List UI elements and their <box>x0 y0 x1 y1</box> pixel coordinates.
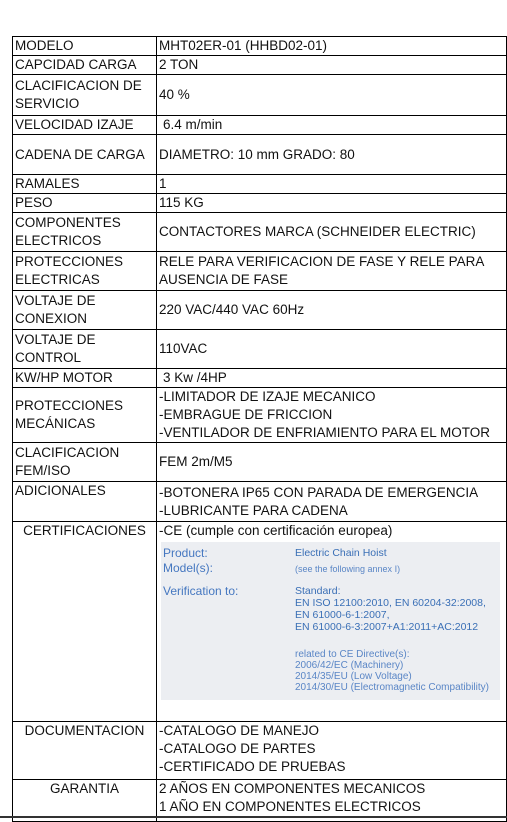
value-documentacion <box>157 722 507 780</box>
value-line: 1 AÑO EN COMPONENTES ELECTRICOS <box>159 799 421 814</box>
label-garantia: GARANTIA <box>13 780 157 822</box>
table-row <box>13 388 507 443</box>
value-modelo: MHT02ER-01 (HHBD02-01) <box>157 37 507 56</box>
table-row <box>13 213 507 252</box>
label-voltaje-conexion: VOLTAJE DE CONEXION <box>13 291 157 330</box>
table-row <box>13 722 507 780</box>
label-peso: PESO <box>13 194 157 213</box>
cert-standard-line: EN ISO 12100:2010, EN 60204-32:2008, <box>295 597 486 609</box>
table-row <box>13 522 507 722</box>
table-row <box>13 75 507 116</box>
value-velocidad: 6.4 m/min <box>157 116 507 135</box>
value-line: -CATALOGO DE MANEJO <box>159 723 320 738</box>
label-clasificacion-servicio: CLACIFICACION DE SERVICIO <box>13 75 157 116</box>
table-row <box>13 37 507 56</box>
value-voltaje-conexion: 220 VAC/440 VAC 60Hz <box>157 291 507 330</box>
cert-directive-line: 2014/30/EU (Electromagnetic Compatibility) <box>295 682 489 693</box>
cert-directive-line: 2006/42/EC (Machinery) <box>295 660 404 671</box>
cert-models-label: Model(s): <box>163 561 214 575</box>
value-line: -EMBRAGUE DE FRICCION <box>159 407 333 422</box>
value-voltaje-control: 110VAC <box>157 330 507 369</box>
value-line: AUSENCIA DE FASE <box>159 272 289 287</box>
table-row <box>13 291 507 330</box>
value-componentes: CONTACTORES MARCA (SCHNEIDER ELECTRIC) <box>157 213 507 252</box>
cert-directives-label: related to CE Directive(s): <box>295 649 410 660</box>
value-adicionales <box>157 482 507 522</box>
value-motor: 3 Kw /4HP <box>157 369 507 388</box>
value-clasificacion-servicio: 40 % <box>157 75 507 116</box>
bottom-divider <box>0 816 507 818</box>
table-row <box>13 135 507 175</box>
value-protecciones-mecanicas <box>157 388 507 443</box>
label-motor: KW/HP MOTOR <box>13 369 157 388</box>
value-ramales: 1 <box>157 175 507 194</box>
value-line: -CATALOGO DE PARTES <box>159 741 316 756</box>
label-documentacion: DOCUMENTACION <box>13 722 157 780</box>
value-peso: 115 KG <box>157 194 507 213</box>
label-certificaciones: CERTIFICACIONES <box>13 522 157 722</box>
label-voltaje-control: VOLTAJE DE CONTROL <box>13 330 157 369</box>
value-line: -CE (cumple con certificación europea) <box>159 523 393 538</box>
table-row <box>13 443 507 482</box>
label-componentes: COMPONENTES ELECTRICOS <box>13 213 157 252</box>
specifications-table <box>12 36 507 822</box>
value-line: -LUBRICANTE PARA CADENA <box>159 502 348 518</box>
value-line: -LIMITADOR DE IZAJE MECANICO <box>159 389 376 404</box>
value-line: -CERTIFICADO DE PRUEBAS <box>159 759 346 774</box>
table-row <box>13 369 507 388</box>
table-row <box>13 330 507 369</box>
table-row <box>13 194 507 213</box>
cert-product-value: Electric Chain Hoist <box>295 547 387 559</box>
label-ramales: RAMALES <box>13 175 157 194</box>
cert-directive-line: 2014/35/EU (Low Voltage) <box>295 671 412 682</box>
value-capacidad: 2 TON <box>157 56 507 75</box>
cert-product-label: Product: <box>163 546 208 560</box>
table-row <box>13 56 507 75</box>
cert-models-value: (see the following annex I) <box>295 564 401 574</box>
table-row <box>13 482 507 522</box>
value-line: 2 AÑOS EN COMPONENTES MECANICOS <box>159 781 426 796</box>
label-velocidad: VELOCIDAD IZAJE <box>13 116 157 135</box>
cert-standard-line: EN 61000-6-1:2007, <box>295 609 390 621</box>
value-certificaciones <box>157 522 507 722</box>
label-capacidad: CAPCIDAD CARGA <box>13 56 157 75</box>
value-line: -VENTILADOR DE ENFRIAMIENTO PARA EL MOTOR <box>159 425 491 440</box>
table-row <box>13 116 507 135</box>
value-protecciones-electricas <box>157 252 507 291</box>
value-clasificacion-fem: FEM 2m/M5 <box>157 443 507 482</box>
label-protecciones-mecanicas: PROTECCIONES MECÁNICAS <box>13 388 157 443</box>
value-line: RELE PARA VERIFICACION DE FASE Y RELE PARA <box>159 254 485 269</box>
value-line: -BOTONERA IP65 CON PARADA DE EMERGENCIA <box>159 484 479 500</box>
cert-verification-label: Verification to: <box>163 584 239 598</box>
table-row <box>13 252 507 291</box>
label-clasificacion-fem: CLACIFICACION FEM/ISO <box>13 443 157 482</box>
label-cadena: CADENA DE CARGA <box>13 135 157 175</box>
label-adicionales: ADICIONALES <box>13 482 157 522</box>
label-modelo: MODELO <box>13 37 157 56</box>
cert-standard-label: Standard: <box>295 585 341 597</box>
ce-certificate-image <box>161 542 500 700</box>
label-protecciones-electricas: PROTECCIONES ELECTRICAS <box>13 252 157 291</box>
table-row <box>13 175 507 194</box>
value-cadena: DIAMETRO: 10 mm GRADO: 80 <box>157 135 507 175</box>
cert-standard-line: EN 61000-6-3:2007+A1:2011+AC:2012 <box>295 621 479 633</box>
